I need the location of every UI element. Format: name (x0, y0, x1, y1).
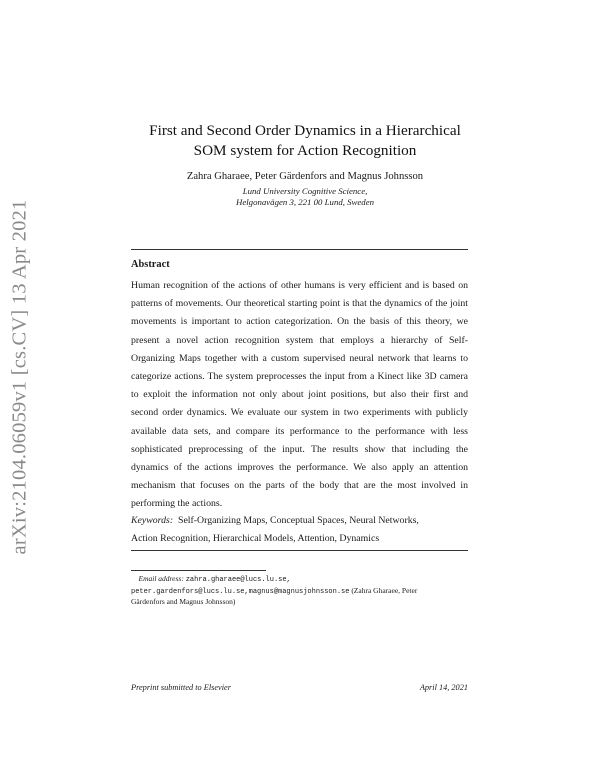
abstract-text: Human recognition of the actions of other humans is very efficient and is based on patterns of movements. Our theoretical starting point is that the dynamics of the joint movements is important to action categorization. On the basis of this theory, we present a novel action recognition system that employs a hierarchy of Self-Organizing Maps together with a custom supervised neural network that learns to categorize actions. The system preprocesses the input from a Kinect like 3D camera to exploit the information not only about joint positions, but also their first and second order dynamics. We evaluate our system in two experiments with publicly available data sets, and compare its performance to the performance with less sophisticated preprocessing of the input. The results show that including the dynamics of the actions improves the performance. We also apply an attention mechanism that focuses on the parts of the body that are the most involved in performing the actions. (131, 280, 468, 510)
keywords-line-1-text: Self-Organizing Maps, Conceptual Spaces, Neural Networks, (178, 515, 419, 526)
affiliation-line-1: Lund University Cognitive Science, (242, 186, 368, 196)
footnote-names-1: (Zahra Gharaee, Peter (351, 585, 418, 595)
footnote-line-1 (131, 574, 476, 586)
author-list: Zahra Gharaee, Peter Gärdenfors and Magnus Johnsson (186, 171, 424, 182)
title-line-2: SOM system for Action Recognition (193, 142, 417, 159)
preprint-date: April 14, 2021 (419, 683, 468, 692)
keywords-label: Keywords: (131, 515, 174, 526)
title-line-1: First and Second Order Dynamics in a Hierarchical (149, 122, 461, 139)
email-peter-magnus: peter.gardenfors@lucs.lu.se,magnus@magnusjohnsson.se (131, 587, 350, 596)
footnote-names-2: Gärdenfors and Magnus Johnsson) (131, 597, 236, 606)
footnote-rule (131, 570, 266, 571)
email-footnote (131, 574, 476, 608)
abstract-top-rule (131, 249, 468, 250)
paper-title (110, 121, 500, 161)
arxiv-identifier-stamp (0, 199, 40, 555)
affiliation (110, 186, 500, 208)
keywords-line-2: Action Recognition, Hierarchical Models, Attention, Dynamics (131, 532, 380, 544)
keywords-line-1 (131, 512, 468, 530)
abstract-bottom-rule (131, 550, 468, 551)
email-zahra: zahra.gharaee@lucs.lu.se, (185, 576, 291, 584)
arxiv-identifier-text: arXiv:2104.06059v1 [cs.CV] 13 Apr 2021 (8, 199, 31, 555)
preprint-note: Preprint submitted to Elsevier (131, 683, 231, 692)
footnote-line-2 (131, 586, 476, 598)
keywords-block (131, 512, 468, 547)
abstract-heading: Abstract (131, 259, 170, 270)
affiliation-line-2: Helgonavägen 3, 221 00 Lund, Sweden (235, 197, 375, 207)
footnote-label: Email address: (138, 574, 184, 583)
